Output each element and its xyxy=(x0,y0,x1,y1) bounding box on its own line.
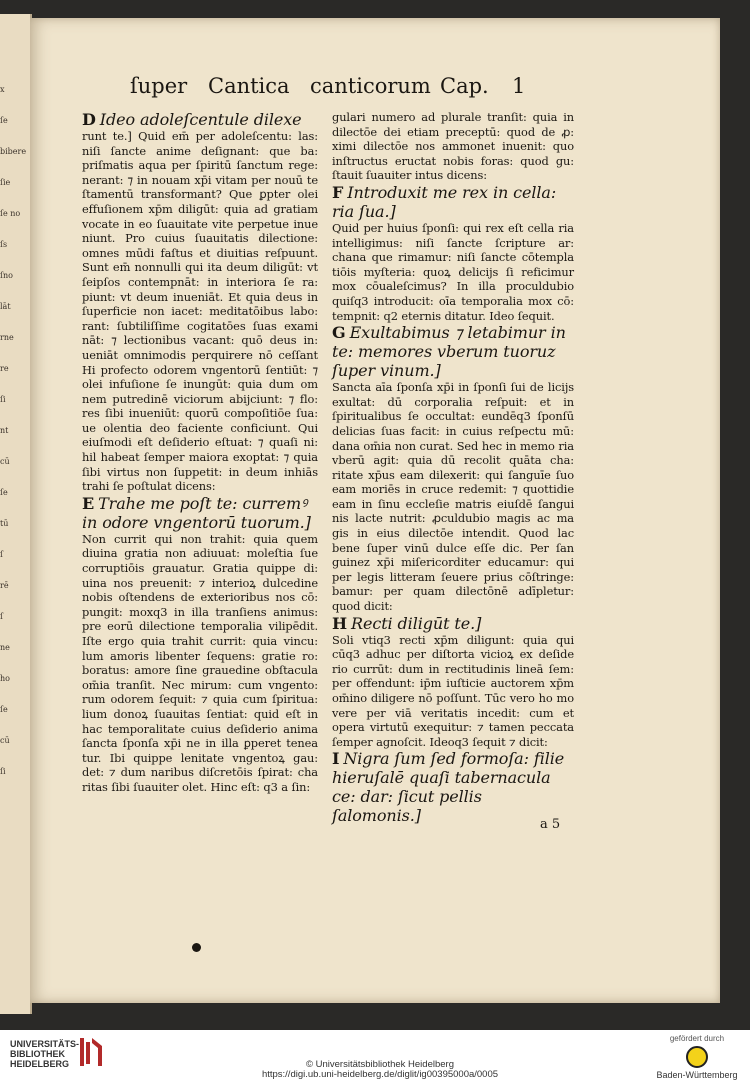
heading-text: Nigra ſum ſed formoſa: filie hieruſalē quaſi tabernacula ce: dar: ſicut pellis ſalomonis.] xyxy=(332,749,565,826)
facing-page-fragment: ſi xyxy=(0,395,6,404)
facing-page-fragment: ſie xyxy=(0,178,11,187)
logo-line: UNIVERSITÄTS- xyxy=(10,1039,80,1049)
section-heading xyxy=(332,614,574,633)
facing-page-fragment: ſ xyxy=(0,612,3,621)
facing-page-fragment: ſe xyxy=(0,488,8,497)
body-paragraph: Soli vtiq3 recti xp̄m diligunt: quia qui cūq3 adhuc per diſtorta vicioꝝ ex deſide rio currūt: dum in rectitudinis lineā ſem: per offendunt: ip̄m iuſticie auctorem xp̄m om̄ino diligere nō poſſunt. Tūc vero ho mo vere per viā veritatis incedit: cum et opera virtutū exequitur: ⁊ tamen peccata ſemper agnoſcit. Ideoq3 ſequit ⁊ dicit: xyxy=(332,632,574,749)
section-initial: F xyxy=(332,182,344,202)
facing-page-fragment: ſno xyxy=(0,271,13,280)
running-head-left: ſuper xyxy=(130,74,188,98)
facing-page-fragment: ho xyxy=(0,674,10,683)
state-emblem-icon xyxy=(686,1046,708,1068)
running-head-chapter: Cap. xyxy=(440,74,489,98)
heading-text: Exultabimus ⁊ letabimur in te: memores vberum tuoruz ſuper vinum.] xyxy=(332,323,566,381)
library-logo-text[interactable] xyxy=(10,1039,80,1069)
library-logo-icon[interactable] xyxy=(78,1036,104,1068)
facing-page-fragment: nt xyxy=(0,426,9,435)
running-head-number: 1 xyxy=(512,74,526,98)
facing-page-edge xyxy=(0,14,32,1014)
heading-text: Recti diligūt te.] xyxy=(351,613,482,633)
body-paragraph: gulari numero ad plurale tranſit: quia in dilectōe dei etiam preceptū: quod de ꝓ: ximi dilectōe nos ammonet inuenit: quo inſtructus eructat nobis foras: quod gu: ſtauit ſuauiter intus dicens: xyxy=(332,110,574,183)
facing-page-fragment: ſs xyxy=(0,240,8,249)
heading-text: Trahe me poſt te: curremꝰ in odore vngentorū tuorum.] xyxy=(82,493,311,532)
section-initial: G xyxy=(332,323,346,343)
section-initial: I xyxy=(332,749,340,769)
facing-page-fragment: lāt xyxy=(0,302,11,311)
permalink-url[interactable]: https://digi.ub.uni-heidelberg.de/diglit/ig00395000a/0005 xyxy=(261,1069,499,1080)
heading-text: Introduxit me rex in cella: ria ſua.] xyxy=(332,182,557,221)
ink-dot xyxy=(192,943,201,952)
facing-page-fragment: rne xyxy=(0,333,14,342)
facing-page-fragment: ſ xyxy=(0,550,3,559)
section-heading xyxy=(332,323,574,380)
facing-page-fragment: rē xyxy=(0,581,9,590)
running-head-center2: canticorum xyxy=(310,74,431,98)
section-heading xyxy=(82,110,318,129)
section-initial: H xyxy=(332,613,348,633)
body-paragraph: runt te.] Quid em̄ per adoleſcentu: las: niſi ſancte anime deſignant: que ba: priſmatis aqua per ſpiritū ſanctum rege: nerant: ⁊ in nouam xp̄i vitam per nouū te ſtamentū transformant? Que ꝑpter olei effuſionem xp̄m diligūt: quia ad gratiam vocate in eo ſuauitate vite perpetue inue niunt. Pro cuius ſuauitatis dilectione: omnes mūdi faſtus et diuitias reſpuunt. Sunt em̄ nonnulli qui ita deum diligūt: vt ſeipſos contempnāt: in interiora ſe ra: piunt: vt deum inueniāt. Et quia deus in ſuperficie non iacet: meditatōibus labo: rant: ſubtiliſſime cogitatōes ſuas exami nāt: ⁊ lectionibus vacant: quō deus in: ueniāt omnimodis perquirere nō ceſſant Hi profecto odorem vngentorū ſentiūt: ⁊ olei infuſione ſe inungūt: quia dum om nem putredinē viciorum abijciunt: ⁊ flo: res ſibi inueniūt: quorū compoſitiōe ſua: ue olentia deo faciente conficiunt. Qui eiuſmodi eſt deſiderio eſtuat: ⁊ quaſi ni: hil habeat ſemper maiora exoptat: ⁊ quia ſibi virtus non ſuppetit: in deum inhiās trahi ſe poſtulat dicens: xyxy=(82,129,318,494)
facing-page-fragment: cū xyxy=(0,457,10,466)
facing-page-fragment: ne xyxy=(0,643,10,652)
facing-page-fragment: cū xyxy=(0,736,10,745)
copyright-text: © Universitätsbibliothek Heidelberg xyxy=(306,1059,454,1070)
facing-page-fragment: bibere xyxy=(0,147,26,156)
heading-text: Ideo adoleſcentule dilexe xyxy=(99,110,302,129)
logo-line: BIBLIOTHEK xyxy=(10,1049,65,1059)
section-initial: E xyxy=(82,493,95,513)
section-heading xyxy=(82,494,318,532)
left-column xyxy=(82,110,318,795)
section-heading xyxy=(332,183,574,221)
running-head xyxy=(130,74,550,104)
section-heading xyxy=(332,749,574,825)
copyright-block xyxy=(240,1060,520,1080)
running-head-center1: Cantica xyxy=(208,74,290,98)
viewer-footer xyxy=(0,1030,750,1081)
facing-page-fragment: ſe xyxy=(0,705,8,714)
signature-mark: a 5 xyxy=(540,817,561,832)
facing-page-fragment: ſe xyxy=(0,116,8,125)
facing-page-fragment: ſe no xyxy=(0,209,21,218)
body-paragraph: Sancta aīa ſponſa xp̄i in ſponſi ſui de licijs exultat: dū corporalia reſpuit: et in ſpiritualibus ſe occultat: eundēq3 ſponſū delicias ſuas facit: in cuius reſpectu mū: dana om̄ia non curat. Sed hec in memo ria vberū agit: quia dū recolit quāta cha: ritate xp̄us eam dilexerit: qui ſanguīe ſuo eam moriēs in cruce redemit: ⁊ quottidie eam in ſinu eccleſie matris eiuſdē ſangui nis lacte nutrit: ꝓculdubio magis ac ma gis in eius dilectōe intendit. Quod lac bene ſuper vinū dulce eſſe dic. Per ſan guinez xp̄i miſericorditer educamur: qui per legis litteram ſeuere prius cōſtringe: bamur: per quam dilectōnē adīpletur: quod dicit: xyxy=(332,380,574,614)
book-page xyxy=(30,18,720,1003)
logo-line: HEIDELBERG xyxy=(10,1059,70,1069)
funder-name: Baden-Württemberg xyxy=(656,1070,738,1080)
facing-page-fragment: re xyxy=(0,364,9,373)
body-paragraph: Non currit qui non trahit: quia quem diuina gratia non adiuuat: moleſtia ſue corruptiōis grauatur. Gratia quippe di: uina nos preuenit: ⁊ interioꝝ dulcedine nobis oſtendens de exterioribus nos cō: pungit: moxq3 in illa tranſiens animus: pre eorū dilectione temporalia vilipēdit. Iſte ergo quia trahit currit: quia vincu: lum amoris libenter ſequens: gratie ro: boratus: amore ſine grauedine obſtacula om̄ia tranſit. Nec mirum: cum vngento: rum odorem ſequit: ⁊ quia cum ſpiritua: lium donoꝝ ſuauitas ſentiat: quid eſt in hac temporalitate cuius deſiderio anima ſancta ſponſa xp̄i ne in illa ꝑperet tenea tur. Ibi quippe lenitate vngentoꝝ gau: det: ⁊ dum naribus diſcretōis ſpirat: cha ritas ſibi ſuauiter olet. Hinc eſt: q3 a ſin: xyxy=(82,531,318,794)
section-initial: D xyxy=(82,110,96,129)
facing-page-fragment: tū xyxy=(0,519,9,528)
funder-block xyxy=(652,1034,742,1080)
right-column xyxy=(332,110,574,825)
body-paragraph: Quid per huius ſponſi: qui rex eſt cella ria intelligimus: niſi ſancte ſcripture ar: chana que rimamur: niſi ſancte cōtempla tiōis myſteria: quoꝝ delicijs ſi reficimur mox cōualeſcimus? In illa proculdubio quiſq3 introducit: oīa temporalia mox cō: tempnit: q2 eternis ditatur. Ideo ſequit. xyxy=(332,220,574,323)
facing-page-fragment: ſi xyxy=(0,767,6,776)
facing-page-fragment: x xyxy=(0,85,5,94)
funded-by-label: gefördert durch xyxy=(669,1034,725,1043)
